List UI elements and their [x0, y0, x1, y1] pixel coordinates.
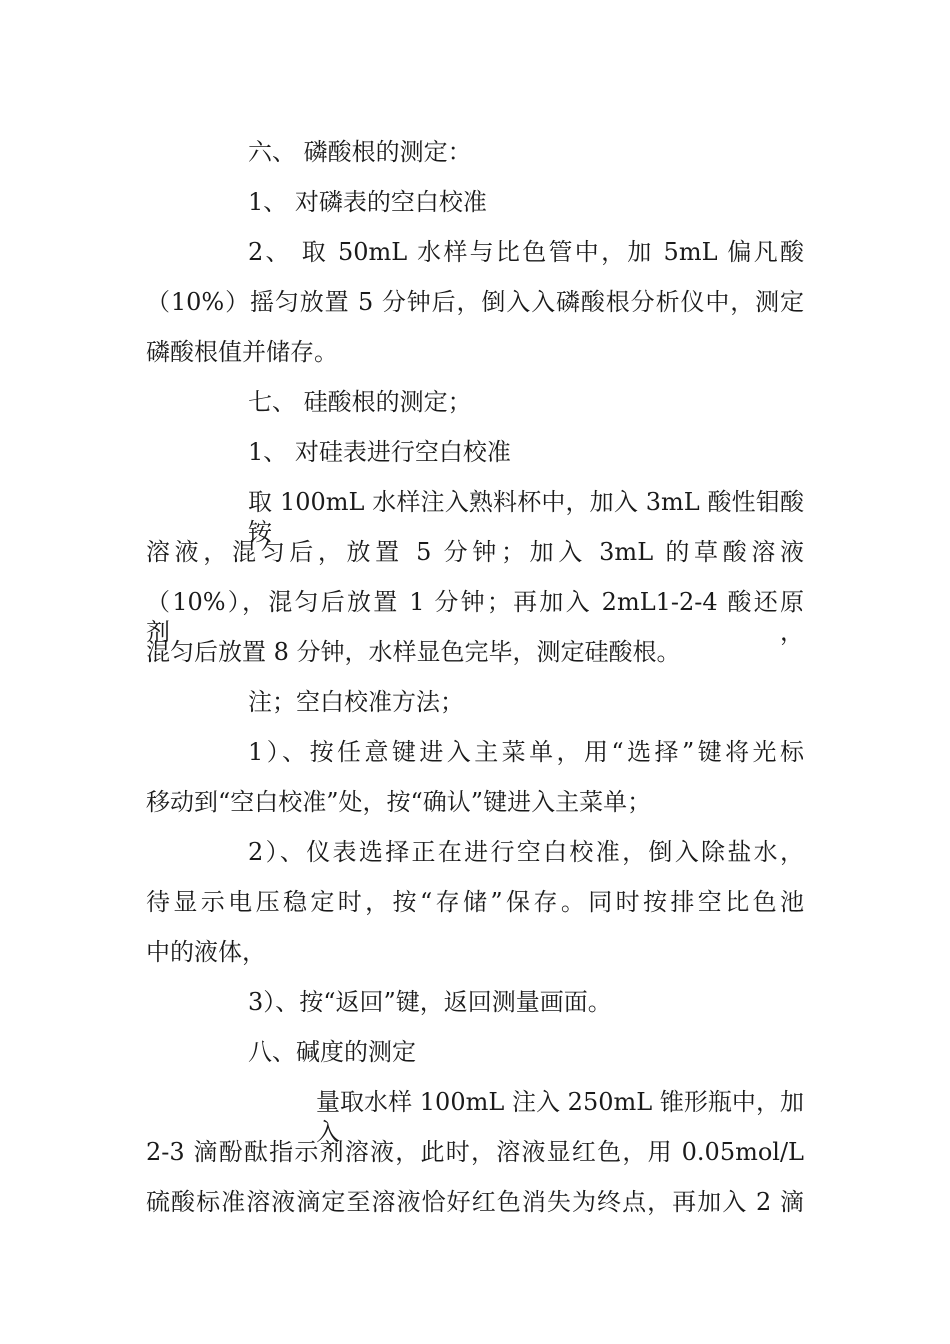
note-step-2-line2: 待显示电压稳定时，按“存储”保存。同时按排空比色池 — [146, 888, 804, 916]
note-step-2-line3: 中的液体， — [146, 938, 266, 966]
step-phosphate-1: 1、 对磷表的空白校准 — [248, 188, 487, 216]
silicate-procedure-line1: 取 100mL 水样注入熟料杯中，加入 3mL 酸性钼酸铵 — [248, 488, 804, 546]
note-step-2-line1: 2）、仪表选择正在进行空白校准，倒入除盐水， — [248, 838, 804, 866]
note-step-1-line2: 移动到“空白校准”处，按“确认”键进入主菜单； — [146, 788, 652, 816]
heading-phosphate: 六、 磷酸根的测定： — [248, 138, 472, 166]
step-phosphate-2-line3: 磷酸根值并储存。 — [146, 338, 338, 366]
heading-silicate: 七、 硅酸根的测定； — [248, 388, 472, 416]
silicate-procedure-line3: （10%），混匀后放置 1 分钟；再加入 2mL1-2-4 酸还原剂， — [146, 588, 804, 646]
alkalinity-procedure-line3: 硫酸标准溶液滴定至溶液恰好红色消失为终点，再加入 2 滴 — [146, 1188, 804, 1216]
silicate-procedure-line4: 混匀后放置 8 分钟，水样显色完毕，测定硅酸根。 — [146, 638, 681, 666]
alkalinity-procedure-line1: 量取水样 100mL 注入 250mL 锥形瓶中，加入 — [316, 1088, 804, 1146]
note-step-3: 3）、按“返回”键，返回测量画面。 — [248, 988, 612, 1016]
note-heading: 注；空白校准方法； — [248, 688, 464, 716]
note-step-1-line1: 1）、按任意键进入主菜单，用“选择”键将光标 — [248, 738, 804, 766]
alkalinity-procedure-line2: 2-3 滴酚酞指示剂溶液，此时，溶液显红色，用 0.05mol/L — [146, 1138, 804, 1166]
step-phosphate-2-line1: 2、 取 50mL 水样与比色管中，加 5mL 偏凡酸 — [248, 238, 804, 266]
step-phosphate-2-line2: （10%）摇匀放置 5 分钟后，倒入入磷酸根分析仪中，测定 — [146, 288, 804, 316]
silicate-procedure-line2: 溶液，混匀后，放置 5 分钟；加入 3mL 的草酸溶液 — [146, 538, 804, 566]
step-silicate-1: 1、 对硅表进行空白校准 — [248, 438, 511, 466]
heading-alkalinity: 八、碱度的测定 — [248, 1038, 416, 1066]
